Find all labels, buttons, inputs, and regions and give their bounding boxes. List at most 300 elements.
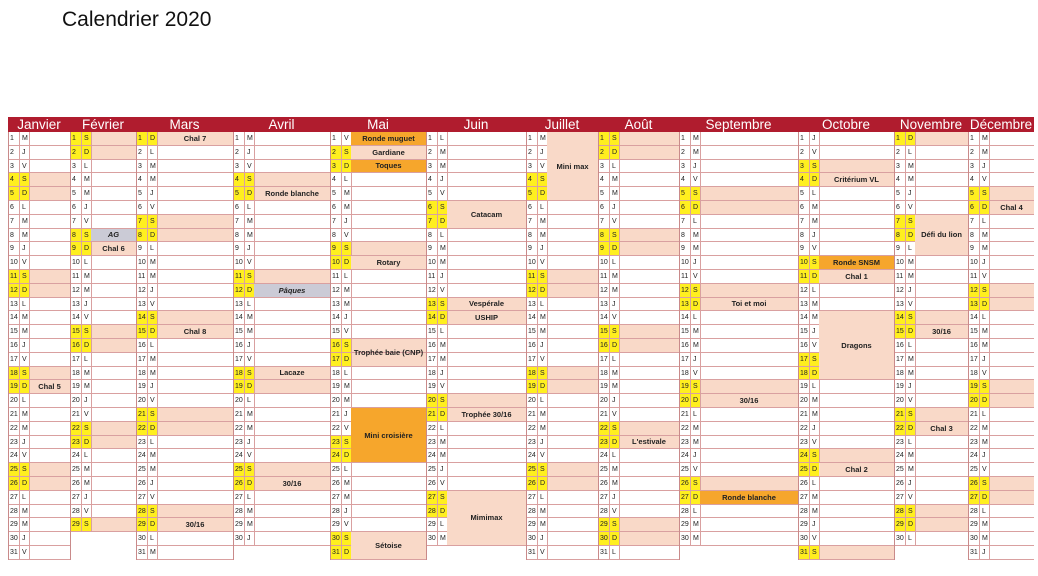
weekday-letter: L	[979, 408, 989, 421]
day-row	[799, 242, 894, 256]
day-row	[9, 132, 70, 146]
day-number: 13	[10, 300, 18, 308]
day-row	[799, 422, 894, 436]
day-row	[969, 229, 1034, 243]
day-number: 19	[896, 383, 904, 391]
day-number: 3	[528, 162, 532, 170]
weekday-letter: V	[609, 311, 619, 324]
day-cell	[29, 173, 70, 186]
day-row	[599, 146, 679, 160]
day-number: 17	[10, 355, 18, 363]
day-number: 20	[72, 397, 80, 405]
day-cell	[29, 491, 70, 504]
day-cell	[254, 132, 330, 145]
day-row	[137, 422, 233, 436]
day-row	[331, 215, 426, 229]
event-label: Trophée baie (CNP)	[353, 347, 424, 357]
day-row	[137, 311, 233, 325]
day-number: 28	[137, 505, 147, 518]
day-number: 9	[71, 242, 81, 255]
day-row	[9, 449, 70, 463]
event-label: 30/16	[739, 396, 759, 406]
weekday-letter: L	[147, 146, 157, 159]
day-row	[9, 491, 70, 505]
month-column	[8, 132, 70, 560]
weekday-letter: M	[690, 132, 700, 145]
day-cell	[157, 201, 233, 214]
day-number: 29	[970, 521, 978, 529]
day-number: 13	[969, 298, 979, 311]
day-cell	[819, 298, 894, 311]
day-row	[527, 491, 598, 505]
day-cell	[989, 256, 1034, 269]
day-row	[9, 325, 70, 339]
weekday-letter: S	[81, 229, 91, 242]
weekday-letter: M	[147, 353, 157, 366]
day-number: 26	[896, 480, 904, 487]
day-row	[680, 187, 798, 201]
day-cell	[547, 242, 598, 255]
day-number: 3	[970, 162, 974, 170]
day-row	[71, 173, 136, 187]
day-number: 1	[895, 132, 905, 145]
day-number: 2	[599, 146, 609, 159]
day-cell	[91, 491, 136, 504]
day-cell	[915, 408, 968, 421]
day-cell	[254, 270, 330, 283]
day-cell	[619, 201, 679, 214]
day-cell	[915, 367, 968, 380]
day-row	[969, 270, 1034, 284]
day-number: 23	[599, 436, 609, 449]
weekday-letter: V	[537, 546, 547, 559]
day-cell	[91, 132, 136, 145]
day-number: 16	[428, 342, 436, 349]
day-number: 1	[599, 132, 609, 145]
day-cell	[619, 242, 679, 255]
day-cell	[447, 284, 526, 297]
day-number: 5	[680, 187, 690, 200]
weekday-letter: M	[81, 284, 91, 297]
day-number: 12	[969, 284, 979, 297]
day-cell	[351, 380, 426, 393]
day-row	[527, 298, 598, 312]
weekday-letter: D	[341, 160, 351, 173]
weekday-letter: M	[979, 325, 989, 338]
day-number: 8	[137, 229, 147, 242]
day-cell	[254, 256, 330, 269]
day-number: 28	[235, 507, 243, 515]
day-row	[895, 311, 968, 325]
day-cell	[254, 436, 330, 449]
day-row	[71, 505, 136, 519]
day-cell	[547, 408, 598, 421]
day-row	[427, 380, 526, 394]
day-row	[680, 436, 798, 450]
weekday-letter: M	[537, 408, 547, 421]
day-row	[9, 311, 70, 325]
day-row	[599, 532, 679, 546]
weekday-letter: D	[690, 201, 700, 214]
day-number: 10	[600, 259, 608, 267]
day-cell	[447, 463, 526, 476]
weekday-letter: M	[979, 532, 989, 545]
day-row	[331, 380, 426, 394]
day-cell	[547, 449, 598, 462]
weekday-letter: V	[81, 505, 91, 518]
day-row	[9, 422, 70, 436]
day-number: 5	[969, 187, 979, 200]
event-label: Ronde muguet	[351, 132, 426, 145]
day-row	[9, 463, 70, 477]
day-cell	[700, 422, 798, 435]
day-number: 25	[428, 466, 436, 474]
day-number: 28	[427, 505, 437, 518]
day-cell	[989, 160, 1034, 173]
day-cell	[29, 325, 70, 338]
day-cell	[29, 256, 70, 269]
day-row	[799, 229, 894, 243]
day-number: 19	[680, 380, 690, 393]
day-row	[527, 532, 598, 546]
day-row	[799, 201, 894, 215]
weekday-letter: D	[809, 270, 819, 283]
day-cell	[619, 215, 679, 228]
day-number: 2	[800, 148, 804, 156]
day-number: 5	[234, 187, 244, 200]
day-row	[71, 408, 136, 422]
day-cell	[547, 256, 598, 269]
weekday-letter: V	[905, 201, 915, 214]
weekday-letter: M	[147, 173, 157, 186]
day-number: 13	[72, 300, 80, 308]
day-row	[895, 436, 968, 450]
day-row	[234, 518, 330, 532]
day-cell	[157, 298, 233, 311]
day-number: 9	[681, 245, 685, 253]
month-header: Juillet	[526, 117, 598, 132]
day-number: 24	[799, 449, 809, 462]
weekday-letter: D	[147, 518, 157, 531]
day-number: 7	[970, 217, 974, 225]
day-row	[137, 546, 233, 560]
day-row	[71, 160, 136, 174]
day-number: 6	[427, 201, 437, 214]
day-number: 20	[800, 397, 808, 405]
day-number: 26	[138, 480, 146, 487]
day-cell	[157, 477, 233, 490]
day-row	[71, 518, 136, 532]
day-number: 9	[428, 245, 432, 253]
day-row	[599, 477, 679, 491]
day-cell	[700, 353, 798, 366]
weekday-letter: D	[537, 380, 547, 393]
day-row	[969, 394, 1034, 408]
day-number: 22	[681, 424, 689, 432]
day-row	[137, 187, 233, 201]
weekday-letter: M	[147, 463, 157, 476]
day-cell	[351, 463, 426, 476]
day-number: 15	[800, 328, 808, 336]
day-number: 15	[428, 328, 436, 336]
month-column	[526, 132, 598, 560]
day-cell	[989, 380, 1034, 393]
day-row	[234, 449, 330, 463]
day-number: 10	[10, 259, 18, 267]
day-row	[895, 449, 968, 463]
day-number: 14	[72, 314, 80, 322]
day-row	[527, 325, 598, 339]
weekday-letter: M	[81, 380, 91, 393]
day-row	[71, 215, 136, 229]
day-number: 19	[234, 380, 244, 393]
day-cell	[447, 256, 526, 269]
weekday-letter: V	[690, 173, 700, 186]
day-cell	[91, 173, 136, 186]
weekday-letter: M	[537, 229, 547, 242]
day-cell	[547, 311, 598, 324]
day-cell	[915, 187, 968, 200]
day-number: 13	[427, 298, 437, 311]
day-row	[9, 242, 70, 256]
weekday-letter: S	[537, 367, 547, 380]
day-number: 26	[680, 477, 690, 490]
day-row	[71, 449, 136, 463]
day-number: 20	[969, 394, 979, 407]
weekday-letter: S	[979, 477, 989, 490]
day-cell	[700, 242, 798, 255]
day-number: 3	[331, 160, 341, 173]
day-cell	[700, 270, 798, 283]
event-label: Chal 7	[183, 133, 207, 143]
day-number: 5	[600, 190, 604, 198]
weekday-letter: J	[437, 367, 447, 380]
weekday-letter: M	[81, 463, 91, 476]
weekday-letter: L	[690, 311, 700, 324]
day-row	[599, 367, 679, 381]
day-row	[527, 505, 598, 519]
weekday-letter: J	[147, 380, 157, 393]
day-row	[969, 132, 1034, 146]
day-row	[234, 242, 330, 256]
month-header: Janvier	[8, 117, 70, 132]
day-cell	[989, 477, 1034, 490]
day-cell	[989, 132, 1034, 145]
day-number: 11	[234, 270, 244, 283]
day-row	[599, 132, 679, 146]
weekday-letter: D	[690, 298, 700, 311]
weekday-letter: M	[244, 422, 254, 435]
weekday-letter: D	[905, 325, 915, 338]
day-number: 6	[72, 204, 76, 211]
day-row	[799, 449, 894, 463]
day-cell	[915, 339, 968, 352]
day-cell	[915, 436, 968, 449]
weekday-letter: S	[979, 284, 989, 297]
weekday-letter: M	[437, 532, 447, 545]
day-number: 27	[800, 493, 808, 501]
month-column	[136, 132, 233, 560]
day-number: 29	[895, 518, 905, 531]
weekday-letter: M	[341, 394, 351, 407]
day-cell	[254, 215, 330, 228]
weekday-letter: S	[905, 311, 915, 324]
day-cell	[700, 201, 798, 214]
day-cell	[29, 353, 70, 366]
day-cell	[29, 408, 70, 421]
day-cell	[989, 325, 1034, 338]
weekday-letter: L	[690, 408, 700, 421]
day-number: 2	[428, 148, 432, 156]
day-row	[599, 256, 679, 270]
day-number: 23	[331, 436, 341, 449]
day-cell	[157, 380, 233, 393]
day-row	[234, 325, 330, 339]
day-number: 7	[72, 217, 76, 225]
day-number: 9	[896, 245, 900, 253]
day-row	[599, 242, 679, 256]
day-number: 8	[71, 229, 81, 242]
weekday-letter: M	[244, 408, 254, 421]
weekday-letter: V	[341, 518, 351, 531]
day-number: 1	[800, 135, 804, 142]
day-number: 27	[680, 491, 690, 504]
weekday-letter: S	[609, 422, 619, 435]
day-number: 25	[234, 463, 244, 476]
day-number: 14	[800, 314, 808, 322]
day-row	[680, 477, 798, 491]
weekday-letter: V	[537, 256, 547, 269]
day-number: 17	[896, 355, 904, 363]
weekday-letter: D	[341, 353, 351, 366]
day-row	[234, 146, 330, 160]
day-row	[71, 491, 136, 505]
day-cell	[915, 298, 968, 311]
day-number: 29	[800, 521, 808, 529]
day-number: 30	[528, 535, 536, 543]
day-number: 29	[332, 521, 340, 529]
day-row	[799, 436, 894, 450]
day-row	[799, 380, 894, 394]
weekday-letter: V	[147, 491, 157, 504]
day-number: 29	[235, 521, 243, 529]
weekday-letter: M	[341, 298, 351, 311]
day-number: 5	[527, 187, 537, 200]
day-row	[137, 449, 233, 463]
event-label: Dragons	[819, 311, 894, 379]
day-cell	[700, 229, 798, 242]
weekday-letter: D	[81, 242, 91, 255]
day-cell	[254, 408, 330, 421]
day-number: 20	[528, 397, 536, 405]
weekday-letter: V	[690, 367, 700, 380]
day-number: 30	[235, 535, 243, 543]
day-number: 20	[235, 397, 243, 405]
weekday-letter: D	[244, 187, 254, 200]
day-row	[234, 311, 330, 325]
day-cell	[547, 436, 598, 449]
weekday-letter: L	[905, 146, 915, 159]
day-row	[71, 353, 136, 367]
day-number: 19	[527, 380, 537, 393]
day-number: 7	[427, 215, 437, 228]
day-row	[137, 160, 233, 174]
day-row	[331, 187, 426, 201]
day-row	[969, 505, 1034, 519]
day-number: 30	[138, 535, 146, 543]
event-label: AG	[91, 229, 136, 242]
day-number: 13	[800, 300, 808, 308]
weekday-letter: J	[979, 160, 989, 173]
weekday-letter: J	[809, 325, 819, 338]
day-cell	[447, 187, 526, 200]
day-row	[680, 270, 798, 284]
day-number: 31	[799, 546, 809, 559]
weekday-letter: J	[537, 436, 547, 449]
weekday-letter: D	[437, 408, 447, 421]
day-row	[527, 367, 598, 381]
day-row	[895, 201, 968, 215]
day-row	[427, 229, 526, 243]
weekday-letter: M	[147, 256, 157, 269]
day-cell	[819, 436, 894, 449]
day-cell	[700, 160, 798, 173]
weekday-letter: J	[979, 256, 989, 269]
weekday-letter: J	[537, 339, 547, 352]
day-cell	[915, 353, 968, 366]
weekday-letter: D	[81, 339, 91, 352]
day-row	[599, 270, 679, 284]
weekday-letter: M	[809, 394, 819, 407]
event-label: Chal 3	[930, 423, 953, 433]
day-row	[895, 408, 968, 422]
day-row	[234, 463, 330, 477]
day-row	[799, 298, 894, 312]
day-number: 24	[331, 449, 341, 462]
day-number: 6	[600, 204, 604, 211]
day-row	[969, 215, 1034, 229]
weekday-letter: M	[537, 422, 547, 435]
day-number: 19	[332, 383, 340, 391]
weekday-letter: M	[609, 284, 619, 297]
weekday-letter: J	[244, 146, 254, 159]
day-cell	[547, 422, 598, 435]
day-row	[9, 284, 70, 298]
day-row	[969, 242, 1034, 256]
day-row	[895, 160, 968, 174]
weekday-letter: S	[147, 408, 157, 421]
weekday-letter: M	[809, 298, 819, 311]
weekday-letter: M	[147, 367, 157, 380]
weekday-letter: J	[905, 187, 915, 200]
day-number: 4	[234, 173, 244, 186]
day-number: 22	[528, 424, 536, 432]
day-cell	[254, 463, 330, 476]
day-row	[71, 339, 136, 353]
day-number: 21	[600, 411, 608, 418]
day-cell	[547, 394, 598, 407]
day-cell	[819, 505, 894, 518]
day-number: 15	[528, 328, 536, 336]
day-number: 18	[9, 367, 19, 380]
day-cell	[819, 518, 894, 531]
day-number: 18	[600, 369, 608, 377]
day-number: 3	[896, 162, 900, 170]
day-cell	[989, 187, 1034, 200]
day-cell	[819, 187, 894, 200]
day-cell	[91, 284, 136, 297]
day-row	[71, 367, 136, 381]
